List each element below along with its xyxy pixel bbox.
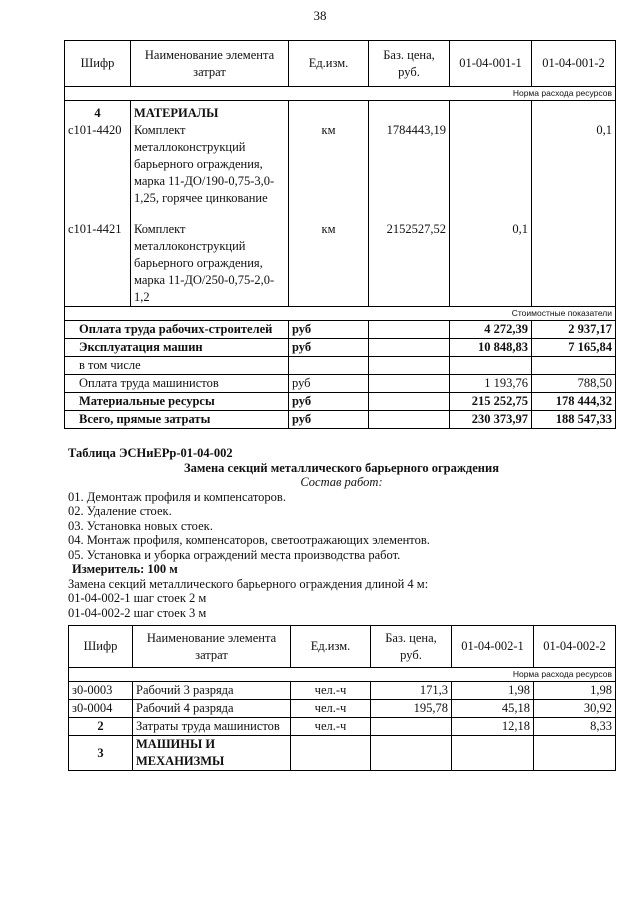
header-col1: 01-04-002-1 — [452, 626, 534, 668]
cost-unit: руб — [289, 393, 369, 411]
material-code: с101-4421 — [65, 221, 131, 307]
section-code: 4 — [65, 101, 131, 123]
material-price: 1784443,19 — [369, 122, 450, 207]
resource-unit: чел.-ч — [291, 700, 371, 718]
cost-label: Всего, прямые затраты — [65, 411, 289, 429]
header-code: Шифр — [69, 626, 133, 668]
resource-value-1: 45,18 — [452, 700, 534, 718]
cost-value-2: 2 937,17 — [532, 321, 616, 339]
resource-value-2: 8,33 — [534, 718, 616, 736]
cost-row-total — [65, 411, 616, 429]
section-name: МАШИНЫ И МЕХАНИЗМЫ — [133, 736, 291, 771]
resource-value-1: 1,98 — [452, 682, 534, 700]
table2-header-row — [69, 626, 616, 668]
cost-label: Оплата труда рабочих-строителей — [65, 321, 289, 339]
header-name: Наименование элемента затрат — [133, 626, 291, 668]
material-value-1 — [450, 122, 532, 207]
header-price: Баз. цена, руб. — [369, 41, 450, 87]
header-code: Шифр — [65, 41, 131, 87]
table1-header-row — [65, 41, 616, 87]
work-item: 01. Демонтаж профиля и компенсаторов. — [68, 489, 286, 504]
cost-value-1: 10 848,83 — [450, 339, 532, 357]
header-unit: Ед.изм. — [291, 626, 371, 668]
material-value-2: 0,1 — [532, 122, 616, 207]
cost-label: Эксплуатация машин — [65, 339, 289, 357]
material-value-2 — [532, 221, 616, 307]
work-item: 03. Установка новых стоек. — [68, 518, 213, 533]
cost-row — [65, 357, 616, 375]
cost-unit: руб — [289, 321, 369, 339]
header-name: Наименование элемента затрат — [131, 41, 289, 87]
material-row — [65, 122, 616, 207]
resource-table-2 — [68, 625, 616, 771]
material-price: 2152527,52 — [369, 221, 450, 307]
cost-row — [65, 339, 616, 357]
resource-price: 195,78 — [371, 700, 452, 718]
page-number: 38 — [313, 8, 327, 23]
cost-value-1: 1 193,76 — [450, 375, 532, 393]
cost-value-2: 7 165,84 — [532, 339, 616, 357]
material-name: Комплект металлоконструкций барьерного ограждения, марка 11-ДО/250-0,75-2,0- 1,2 — [131, 221, 289, 307]
material-value-1: 0,1 — [450, 221, 532, 307]
cost-row — [65, 321, 616, 339]
resource-value-2: 1,98 — [534, 682, 616, 700]
resource-row — [69, 700, 616, 718]
cost-unit: руб — [289, 411, 369, 429]
norm-row — [69, 668, 616, 682]
header-col2: 01-04-001-2 — [532, 41, 616, 87]
resource-price: 171,3 — [371, 682, 452, 700]
cost-value-1: 215 252,75 — [450, 393, 532, 411]
cost-value-1: 230 373,97 — [450, 411, 532, 429]
description-line: 01-04-002-2 шаг стоек 3 м — [68, 605, 207, 620]
cost-value-2: 178 444,32 — [532, 393, 616, 411]
cost-header-row — [65, 307, 616, 321]
table-subtitle: Замена секций металлического барьерного ограждения — [184, 460, 499, 475]
cost-value-2: 188 547,33 — [532, 411, 616, 429]
work-item: 05. Установка и уборка ограждений места производства работ. — [68, 547, 401, 562]
resource-name: Рабочий 3 разряда — [133, 682, 291, 700]
material-row — [65, 221, 616, 307]
cost-row — [65, 393, 616, 411]
cost-unit: руб — [289, 375, 369, 393]
resource-unit: чел.-ч — [291, 682, 371, 700]
header-col2: 01-04-002-2 — [534, 626, 616, 668]
resource-unit: чел.-ч — [291, 718, 371, 736]
resource-code: 2 — [69, 718, 133, 736]
resource-row — [69, 718, 616, 736]
material-unit: км — [289, 122, 369, 207]
header-col1: 01-04-001-1 — [450, 41, 532, 87]
description-line: 01-04-002-1 шаг стоек 2 м — [68, 591, 207, 605]
resource-name: Затраты труда машинистов — [133, 718, 291, 736]
meter-label: Измеритель: 100 м — [72, 562, 178, 576]
cost-row — [65, 375, 616, 393]
cost-label: в том числе — [65, 357, 289, 375]
cost-label: Материальные ресурсы — [65, 393, 289, 411]
header-unit: Ед.изм. — [289, 41, 369, 87]
resource-table-1 — [64, 40, 616, 429]
resource-name: Рабочий 4 разряда — [133, 700, 291, 718]
cost-unit: руб — [289, 339, 369, 357]
cost-label: Оплата труда машинистов — [65, 375, 289, 393]
norm-row — [65, 87, 616, 101]
material-name: Комплект металлоконструкций барьерного ограждения, марка 11-ДО/190-0,75-3,0- 1,25, горячее цинкование — [131, 122, 289, 207]
section-code: 3 — [69, 736, 133, 771]
cost-label: Стоимостные показатели — [65, 307, 616, 321]
composition-title: Состав работ: — [300, 475, 383, 489]
resource-row — [69, 682, 616, 700]
work-item: 04. Монтаж профиля, компенсаторов, светоотражающих элементов. — [68, 533, 430, 547]
material-code: с101-4420 — [65, 122, 131, 207]
resource-code: з0-0003 — [69, 682, 133, 700]
table-title-block — [68, 446, 615, 620]
header-price: Баз. цена, руб. — [371, 626, 452, 668]
norm-label: Норма расхода ресурсов — [65, 87, 616, 101]
resource-value-2: 30,92 — [534, 700, 616, 718]
description-line: Замена секций металлического барьерного ограждения длиной 4 м: — [68, 576, 429, 591]
section-name: МАТЕРИАЛЫ — [131, 101, 289, 123]
resource-price — [371, 718, 452, 736]
resource-code: з0-0004 — [69, 700, 133, 718]
cost-value-2: 788,50 — [532, 375, 616, 393]
cost-value-1: 4 272,39 — [450, 321, 532, 339]
work-item: 02. Удаление стоек. — [68, 504, 172, 518]
material-unit: км — [289, 221, 369, 307]
norm-label: Норма расхода ресурсов — [69, 668, 616, 682]
section-row-machines — [69, 736, 616, 771]
section-row-materials — [65, 101, 616, 123]
resource-value-1: 12,18 — [452, 718, 534, 736]
table-title: Таблица ЭСНиЕРр-01-04-002 — [68, 446, 233, 460]
